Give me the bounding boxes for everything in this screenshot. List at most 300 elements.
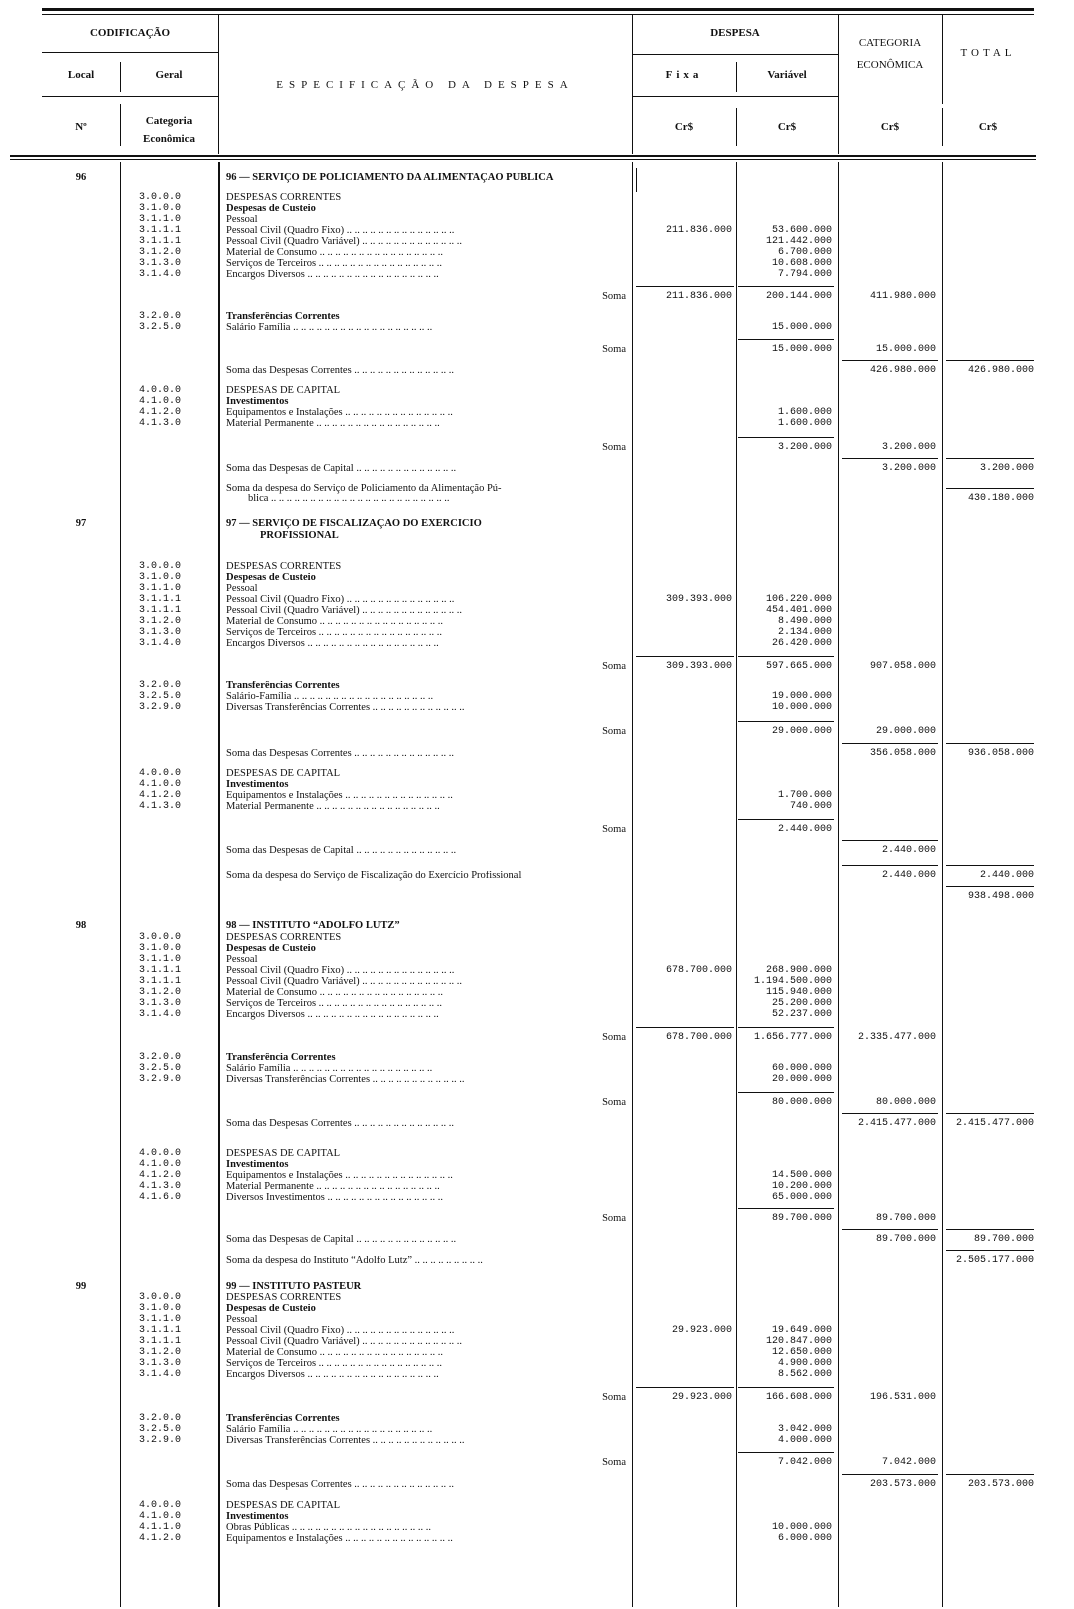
amount-variavel: 1.600.000 (777, 407, 832, 418)
header-bottom-rule (10, 155, 1036, 157)
category-code: 3.2.9.0 (138, 702, 181, 713)
sum-rule (738, 339, 834, 340)
line-description: Obras Públicas .. .. .. .. .. .. .. .. .. .. .. .. .. .. .. .. .. .. (226, 1523, 432, 1533)
amount-variavel: 3.042.000 (777, 1424, 832, 1435)
amount-fixa: 678.700.000 (665, 1032, 732, 1043)
category-code: 3.2.0.0 (138, 1413, 181, 1424)
header-categoria: CATEGORIA (858, 37, 922, 49)
category-code: 3.1.2.0 (138, 987, 181, 998)
category-code: 3.1.1.0 (138, 954, 181, 965)
line-description: Soma das Despesas de Capital .. .. .. .. .. .. .. .. .. .. .. .. .. (226, 846, 457, 856)
category-code: 3.1.1.1 (138, 594, 181, 605)
amount-variavel: 60.000.000 (771, 1063, 832, 1074)
category-code: 3.1.1.1 (138, 965, 181, 976)
top-rule (42, 8, 1034, 11)
amount-fixa: 29.923.000 (671, 1392, 732, 1403)
header-cr-variavel: Cr$ (777, 121, 797, 133)
category-code: 4.0.0.0 (138, 1500, 181, 1511)
line-description: Pessoal Civil (Quadro Variável) .. .. .. .. .. .. .. .. .. .. .. .. .. (226, 237, 463, 247)
category-code: 3.1.1.1 (138, 236, 181, 247)
amount-fixa: 678.700.000 (665, 965, 732, 976)
amount-variavel: 7.042.000 (777, 1457, 832, 1468)
category-code: 3.1.0.0 (138, 1303, 181, 1314)
sum-rule (738, 819, 834, 820)
amount-categoria: 2.440.000 (881, 845, 936, 856)
sum-rule (842, 743, 938, 744)
sum-rule (636, 1027, 734, 1028)
rule-h2 (42, 96, 218, 97)
amount-variavel: 106.220.000 (765, 594, 832, 605)
category-code: 3.1.1.1 (138, 225, 181, 236)
category-code: 3.0.0.0 (138, 1292, 181, 1303)
category-code: 3.1.4.0 (138, 269, 181, 280)
sum-rule (842, 360, 938, 361)
line-description: Soma das Despesas Correntes .. .. .. .. .. .. .. .. .. .. .. .. .. (226, 366, 455, 376)
header-no: Nº (75, 121, 87, 133)
line-description: Pessoal (226, 584, 258, 594)
header-cr-fixa: Cr$ (674, 121, 694, 133)
line-description: 99 — INSTITUTO PASTEUR (226, 1282, 362, 1292)
line-description: Diversas Transferências Correntes .. .. .. .. .. .. .. .. .. .. .. .. (226, 1075, 465, 1085)
col-rule-fixa-right (736, 162, 737, 1607)
line-description: Material de Consumo .. .. .. .. .. .. .. .. .. .. .. .. .. .. .. .. (226, 617, 443, 627)
line-description: DESPESAS DE CAPITAL (226, 1501, 341, 1511)
amount-variavel: 10.200.000 (771, 1181, 832, 1192)
total-rule (946, 360, 1034, 361)
line-description: Pessoal Civil (Quadro Variável) .. .. .. .. .. .. .. .. .. .. .. .. .. (226, 1337, 463, 1347)
header-variavel: Variável (767, 69, 807, 81)
line-description: DESPESAS CORRENTES (226, 193, 342, 203)
soma-label: Soma (602, 726, 626, 737)
amount-categoria: 2.335.477.000 (857, 1032, 936, 1043)
line-description: Pessoal Civil (Quadro Fixo) .. .. .. .. .. .. .. .. .. .. .. .. .. .. (226, 226, 455, 236)
amount-variavel: 268.900.000 (765, 965, 832, 976)
amount-variavel: 8.490.000 (777, 616, 832, 627)
line-description: Material de Consumo .. .. .. .. .. .. .. .. .. .. .. .. .. .. .. .. (226, 988, 443, 998)
amount-variavel: 115.940.000 (765, 987, 832, 998)
amount-variavel: 89.700.000 (771, 1213, 832, 1224)
line-description: Diversas Transferências Correntes .. .. .. .. .. .. .. .. .. .. .. .. (226, 703, 465, 713)
category-code: 4.1.2.0 (138, 1533, 181, 1544)
amount-fixa: 211.836.000 (665, 291, 732, 302)
amount-variavel: 14.500.000 (771, 1170, 832, 1181)
amount-variavel: 7.794.000 (777, 269, 832, 280)
rule-v-fixa (736, 62, 737, 92)
line-description: Equipamentos e Instalações .. .. .. .. .. .. .. .. .. .. .. .. .. .. (226, 791, 453, 801)
line-description: DESPESAS CORRENTES (226, 933, 342, 943)
line-description: Encargos Diversos .. .. .. .. .. .. .. .. .. .. .. .. .. .. .. .. .. (226, 1010, 439, 1020)
line-description: Serviços de Terceiros .. .. .. .. .. .. .. .. .. .. .. .. .. .. .. .. (226, 1359, 443, 1369)
line-description: Material de Consumo .. .. .. .. .. .. .. .. .. .. .. .. .. .. .. .. (226, 1348, 443, 1358)
sum-rule (738, 1092, 834, 1093)
line-description: Soma da despesa do Serviço de Fiscalização do Exercício Profissional (226, 871, 522, 881)
amount-fixa: 309.393.000 (665, 661, 732, 672)
header-categoria-economica: Categoria Econômica (143, 115, 195, 145)
sum-rule (636, 1387, 734, 1388)
line-description: 97 — SERVIÇO DE FISCALIZAÇÃO DO EXERCÍCIO (226, 519, 482, 529)
sum-rule (842, 1229, 938, 1230)
category-code: 3.1.3.0 (138, 627, 181, 638)
line-description: Transferências Correntes (226, 1414, 340, 1424)
amount-categoria: 89.700.000 (875, 1234, 936, 1245)
line-description: 96 — SERVIÇO DE POLICIAMENTO DA ALIMENTAÇÃO PÚBLICA (226, 173, 554, 183)
category-code: 4.1.6.0 (138, 1192, 181, 1203)
line-description: Pessoal Civil (Quadro Variável) .. .. .. .. .. .. .. .. .. .. .. .. .. (226, 977, 463, 987)
amount-variavel: 15.000.000 (771, 322, 832, 333)
line-description: Despesas de Custeio (226, 1304, 316, 1314)
amount-variavel: 15.000.000 (771, 344, 832, 355)
line-description: Investimentos (226, 397, 289, 407)
category-code: 4.1.1.0 (138, 1522, 181, 1533)
line-description: Pessoal Civil (Quadro Fixo) .. .. .. .. .. .. .. .. .. .. .. .. .. .. (226, 1326, 455, 1336)
line-description: Salário Família .. .. .. .. .. .. .. .. .. .. .. .. .. .. .. .. .. .. (226, 1064, 433, 1074)
line-description: Soma das Despesas Correntes .. .. .. .. .. .. .. .. .. .. .. .. .. (226, 1119, 455, 1129)
category-code: 3.1.0.0 (138, 943, 181, 954)
section-number: 99 (75, 1281, 87, 1292)
line-description: Pessoal (226, 1315, 258, 1325)
col-rule-spec-inner (636, 168, 637, 192)
rule-v-total-hdr (942, 14, 943, 104)
top-rule-thin (42, 14, 1034, 15)
category-code: 3.1.3.0 (138, 258, 181, 269)
section-number: 98 (75, 920, 87, 931)
section-number: 97 (75, 518, 87, 529)
category-code: 3.1.3.0 (138, 1358, 181, 1369)
header-total: TOTAL (960, 47, 1016, 59)
amount-total: 2.505.177.000 (955, 1255, 1034, 1266)
line-description: Salário-Família .. .. .. .. .. .. .. .. .. .. .. .. .. .. .. .. .. .. (226, 692, 434, 702)
amount-total: 938.498.000 (967, 891, 1034, 902)
header-codificacao: CODIFICAÇÃO (89, 27, 171, 39)
line-description: Transferências Correntes (226, 312, 340, 322)
header-geral: Geral (155, 69, 183, 81)
line-description: DESPESAS CORRENTES (226, 1293, 342, 1303)
amount-categoria: 196.531.000 (869, 1392, 936, 1403)
category-code: 3.0.0.0 (138, 192, 181, 203)
line-description: Soma da despesa do Instituto “Adolfo Lutz” .. .. .. .. .. .. .. .. .. (226, 1256, 483, 1266)
category-code: 3.1.0.0 (138, 572, 181, 583)
amount-variavel: 166.608.000 (765, 1392, 832, 1403)
rule-v-total (942, 108, 943, 146)
amount-fixa: 29.923.000 (671, 1325, 732, 1336)
line-description: Material de Consumo .. .. .. .. .. .. .. .. .. .. .. .. .. .. .. .. (226, 248, 443, 258)
sum-rule (842, 840, 938, 841)
header-economica: ECONÔMICA (856, 59, 924, 71)
amount-variavel: 740.000 (789, 801, 832, 812)
line-description: Diversas Transferências Correntes .. .. .. .. .. .. .. .. .. .. .. .. (226, 1436, 465, 1446)
line-description: Pessoal (226, 955, 258, 965)
amount-variavel: 200.144.000 (765, 291, 832, 302)
category-code: 3.0.0.0 (138, 932, 181, 943)
category-code: 3.2.0.0 (138, 311, 181, 322)
total-rule (946, 1474, 1034, 1475)
category-code: 4.1.3.0 (138, 801, 181, 812)
amount-total: 2.440.000 (979, 870, 1034, 881)
category-code: 4.0.0.0 (138, 1148, 181, 1159)
line-description: Soma da despesa do Serviço de Policiamento da Alimentação Pú- (226, 484, 502, 494)
line-description: Serviços de Terceiros .. .. .. .. .. .. .. .. .. .. .. .. .. .. .. .. (226, 259, 443, 269)
amount-variavel: 26.420.000 (771, 638, 832, 649)
line-description: Despesas de Custeio (226, 204, 316, 214)
line-description: 98 — INSTITUTO “ADOLFO LUTZ” (226, 921, 400, 931)
sum-rule (738, 1387, 834, 1388)
header-bottom-rule-thin (10, 159, 1036, 160)
line-description: Investimentos (226, 1160, 289, 1170)
amount-variavel: 80.000.000 (771, 1097, 832, 1108)
line-description: Serviços de Terceiros .. .. .. .. .. .. .. .. .. .. .. .. .. .. .. .. (226, 628, 443, 638)
amount-fixa: 309.393.000 (665, 594, 732, 605)
line-description: Transferências Correntes (226, 681, 340, 691)
amount-variavel: 2.134.000 (777, 627, 832, 638)
rule-v-local2 (120, 104, 121, 146)
amount-categoria: 411.980.000 (869, 291, 936, 302)
line-description: Despesas de Custeio (226, 573, 316, 583)
sum-rule (738, 721, 834, 722)
category-code: 3.2.9.0 (138, 1435, 181, 1446)
amount-variavel: 121.442.000 (765, 236, 832, 247)
category-code: 3.2.0.0 (138, 1052, 181, 1063)
category-code: 3.1.4.0 (138, 638, 181, 649)
amount-categoria: 15.000.000 (875, 344, 936, 355)
col-rule-cat-right (942, 162, 943, 1607)
amount-total: 936.058.000 (967, 748, 1034, 759)
amount-variavel: 3.200.000 (777, 442, 832, 453)
sum-rule (636, 286, 734, 287)
header-fixa: Fixa (665, 69, 703, 81)
category-code: 4.1.0.0 (138, 1159, 181, 1170)
amount-variavel: 2.440.000 (777, 824, 832, 835)
line-description: Material Permanente .. .. .. .. .. .. .. .. .. .. .. .. .. .. .. .. (226, 1182, 440, 1192)
rule-v-spec-right-hdr (632, 14, 633, 154)
amount-variavel: 25.200.000 (771, 998, 832, 1009)
amount-variavel: 120.847.000 (765, 1336, 832, 1347)
category-code: 4.1.3.0 (138, 418, 181, 429)
line-description: Encargos Diversos .. .. .. .. .. .. .. .. .. .. .. .. .. .. .. .. .. (226, 270, 439, 280)
amount-categoria: 2.440.000 (881, 870, 936, 881)
line-description: Material Permanente .. .. .. .. .. .. .. .. .. .. .. .. .. .. .. .. (226, 802, 440, 812)
category-code: 3.1.1.1 (138, 605, 181, 616)
amount-categoria: 356.058.000 (869, 748, 936, 759)
amount-variavel: 6.700.000 (777, 247, 832, 258)
line-description: Encargos Diversos .. .. .. .. .. .. .. .. .. .. .. .. .. .. .. .. .. (226, 639, 439, 649)
amount-categoria: 3.200.000 (881, 463, 936, 474)
rule-v-cat-hdr (838, 14, 839, 154)
amount-categoria: 29.000.000 (875, 726, 936, 737)
header-local: Local (67, 69, 95, 81)
amount-variavel: 8.562.000 (777, 1369, 832, 1380)
sum-rule (738, 286, 834, 287)
sum-rule (738, 1027, 834, 1028)
section-number: 96 (75, 172, 87, 183)
line-description: Equipamentos e Instalações .. .. .. .. .. .. .. .. .. .. .. .. .. .. (226, 1534, 453, 1544)
category-code: 4.1.3.0 (138, 1181, 181, 1192)
total-rule (946, 1250, 1034, 1251)
line-description: DESPESAS CORRENTES (226, 562, 342, 572)
header-cr-categoria: Cr$ (880, 121, 900, 133)
soma-label: Soma (602, 442, 626, 453)
total-rule (946, 886, 1034, 887)
rule-h-despesa2 (632, 96, 838, 97)
category-code: 3.2.5.0 (138, 691, 181, 702)
category-code: 4.1.0.0 (138, 396, 181, 407)
amount-categoria: 203.573.000 (869, 1479, 936, 1490)
category-code: 3.1.4.0 (138, 1369, 181, 1380)
line-description: Soma das Despesas Correntes .. .. .. .. .. .. .. .. .. .. .. .. .. (226, 749, 455, 759)
amount-variavel: 6.000.000 (777, 1533, 832, 1544)
category-code: 3.1.3.0 (138, 998, 181, 1009)
line-description: Material Permanente .. .. .. .. .. .. .. .. .. .. .. .. .. .. .. .. (226, 419, 440, 429)
category-code: 3.2.5.0 (138, 1424, 181, 1435)
line-description: Soma das Despesas Correntes .. .. .. .. .. .. .. .. .. .. .. .. .. (226, 1480, 455, 1490)
rule-h1 (42, 52, 218, 53)
category-code: 3.1.2.0 (138, 1347, 181, 1358)
soma-label: Soma (602, 1097, 626, 1108)
amount-variavel: 1.656.777.000 (753, 1032, 832, 1043)
amount-variavel: 4.900.000 (777, 1358, 832, 1369)
line-description: Investimentos (226, 780, 289, 790)
category-code: 3.1.0.0 (138, 203, 181, 214)
category-code: 3.1.2.0 (138, 247, 181, 258)
rule-v-local (120, 62, 121, 92)
amount-total: 89.700.000 (973, 1234, 1034, 1245)
sum-rule (738, 656, 834, 657)
amount-categoria: 2.415.477.000 (857, 1118, 936, 1129)
amount-variavel: 20.000.000 (771, 1074, 832, 1085)
soma-label: Soma (602, 1213, 626, 1224)
category-code: 3.0.0.0 (138, 561, 181, 572)
line-description: Salário Família .. .. .. .. .. .. .. .. .. .. .. .. .. .. .. .. .. .. (226, 323, 433, 333)
category-code: 4.0.0.0 (138, 768, 181, 779)
amount-variavel: 65.000.000 (771, 1192, 832, 1203)
category-code: 3.1.1.1 (138, 1336, 181, 1347)
line-description: blica .. .. .. .. .. .. .. .. .. .. .. .. .. .. .. .. .. .. .. .. .. .. .. (248, 494, 450, 504)
col-rule-spec-right (632, 162, 633, 1607)
col-rule-spec-left (218, 162, 220, 1607)
amount-variavel: 454.401.000 (765, 605, 832, 616)
category-code: 4.1.2.0 (138, 790, 181, 801)
category-code: 3.1.2.0 (138, 616, 181, 627)
line-description: Equipamentos e Instalações .. .. .. .. .. .. .. .. .. .. .. .. .. .. (226, 408, 453, 418)
line-description: Soma das Despesas de Capital .. .. .. .. .. .. .. .. .. .. .. .. .. (226, 464, 457, 474)
category-code: 3.1.4.0 (138, 1009, 181, 1020)
sum-rule (738, 1452, 834, 1453)
category-code: 3.1.1.0 (138, 1314, 181, 1325)
sum-rule (842, 865, 938, 866)
header-cr-total: Cr$ (978, 121, 998, 133)
total-rule (946, 743, 1034, 744)
category-code: 4.1.0.0 (138, 779, 181, 790)
total-rule (946, 865, 1034, 866)
category-code: 4.1.2.0 (138, 1170, 181, 1181)
line-description: Serviços de Terceiros .. .. .. .. .. .. .. .. .. .. .. .. .. .. .. .. (226, 999, 443, 1009)
sum-rule (842, 1474, 938, 1475)
total-rule (946, 1229, 1034, 1230)
amount-total: 3.200.000 (979, 463, 1034, 474)
total-rule (946, 488, 1034, 489)
amount-total: 430.180.000 (967, 493, 1034, 504)
category-code: 3.2.5.0 (138, 1063, 181, 1074)
amount-categoria: 907.058.000 (869, 661, 936, 672)
amount-variavel: 1.700.000 (777, 790, 832, 801)
category-code: 3.2.0.0 (138, 680, 181, 691)
rule-v-spec-left-hdr (218, 14, 219, 154)
category-code: 3.1.1.1 (138, 1325, 181, 1336)
line-description: Despesas de Custeio (226, 944, 316, 954)
amount-variavel: 1.600.000 (777, 418, 832, 429)
line-description: PROFISSIONAL (260, 531, 339, 541)
soma-label: Soma (602, 824, 626, 835)
category-code: 3.2.9.0 (138, 1074, 181, 1085)
col-rule-var-right (838, 162, 839, 1607)
rule-h-despesa (632, 54, 838, 55)
line-description: Pessoal (226, 215, 258, 225)
category-code: 4.1.0.0 (138, 1511, 181, 1522)
sum-rule (842, 1113, 938, 1114)
line-description: DESPESAS DE CAPITAL (226, 386, 341, 396)
amount-variavel: 52.237.000 (771, 1009, 832, 1020)
line-description: Pessoal Civil (Quadro Fixo) .. .. .. .. .. .. .. .. .. .. .. .. .. .. (226, 966, 455, 976)
header-despesa: DESPESA (710, 27, 760, 39)
soma-label: Soma (602, 291, 626, 302)
sum-rule (842, 458, 938, 459)
category-code: 4.1.2.0 (138, 407, 181, 418)
total-rule (946, 458, 1034, 459)
soma-label: Soma (602, 344, 626, 355)
category-code: 3.1.1.0 (138, 214, 181, 225)
soma-label: Soma (602, 1457, 626, 1468)
amount-variavel: 10.608.000 (771, 258, 832, 269)
soma-label: Soma (602, 1392, 626, 1403)
header-especificacao: ESPECIFICAÇÃO DA DESPESA (276, 79, 574, 91)
sum-rule (738, 1208, 834, 1209)
amount-variavel: 4.000.000 (777, 1435, 832, 1446)
line-description: Equipamentos e Instalações .. .. .. .. .. .. .. .. .. .. .. .. .. .. (226, 1171, 453, 1181)
soma-label: Soma (602, 661, 626, 672)
amount-categoria: 7.042.000 (881, 1457, 936, 1468)
line-description: Investimentos (226, 1512, 289, 1522)
col-rule-code-left (120, 162, 121, 1607)
amount-variavel: 10.000.000 (771, 702, 832, 713)
amount-variavel: 53.600.000 (771, 225, 832, 236)
amount-variavel: 12.650.000 (771, 1347, 832, 1358)
amount-variavel: 597.665.000 (765, 661, 832, 672)
amount-variavel: 1.194.500.000 (753, 976, 832, 987)
sum-rule (738, 437, 834, 438)
amount-total: 426.980.000 (967, 365, 1034, 376)
line-description: Encargos Diversos .. .. .. .. .. .. .. .. .. .. .. .. .. .. .. .. .. (226, 1370, 439, 1380)
line-description: Salário Família .. .. .. .. .. .. .. .. .. .. .. .. .. .. .. .. .. .. (226, 1425, 433, 1435)
line-description: Soma das Despesas de Capital .. .. .. .. .. .. .. .. .. .. .. .. .. (226, 1235, 457, 1245)
amount-variavel: 19.649.000 (771, 1325, 832, 1336)
amount-categoria: 426.980.000 (869, 365, 936, 376)
line-description: Transferência Correntes (226, 1053, 336, 1063)
amount-variavel: 19.000.000 (771, 691, 832, 702)
soma-label: Soma (602, 1032, 626, 1043)
amount-categoria: 89.700.000 (875, 1213, 936, 1224)
line-description: Pessoal Civil (Quadro Variável) .. .. .. .. .. .. .. .. .. .. .. .. .. (226, 606, 463, 616)
line-description: Pessoal Civil (Quadro Fixo) .. .. .. .. .. .. .. .. .. .. .. .. .. .. (226, 595, 455, 605)
rule-v-fixa2 (736, 108, 737, 146)
line-description: DESPESAS DE CAPITAL (226, 1149, 341, 1159)
category-code: 3.1.1.0 (138, 583, 181, 594)
category-code: 4.0.0.0 (138, 385, 181, 396)
category-code: 3.1.1.1 (138, 976, 181, 987)
total-rule (946, 1113, 1034, 1114)
amount-fixa: 211.836.000 (665, 225, 732, 236)
line-description: Diversos Investimentos .. .. .. .. .. .. .. .. .. .. .. .. .. .. .. (226, 1193, 443, 1203)
amount-categoria: 3.200.000 (881, 442, 936, 453)
amount-variavel: 29.000.000 (771, 726, 832, 737)
